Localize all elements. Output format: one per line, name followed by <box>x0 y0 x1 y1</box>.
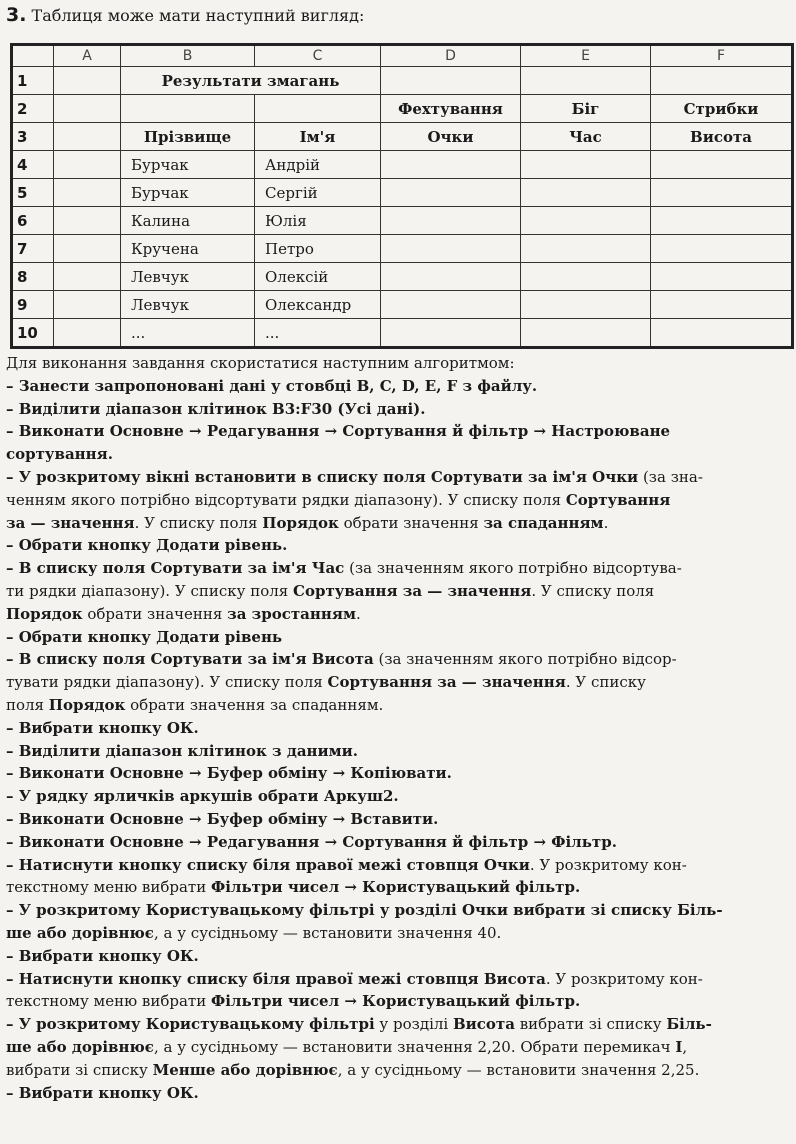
cell-e <box>521 263 651 291</box>
cell-a <box>54 67 121 95</box>
cell-a <box>54 291 121 319</box>
text-line <box>6 489 792 512</box>
text-segment: ше або дорівнює <box>6 923 154 942</box>
column-header <box>12 45 54 67</box>
text-segment: – Вибрати кнопку ОК. <box>6 718 199 737</box>
text-segment: Порядок <box>6 604 83 623</box>
text-segment: . У списку поля <box>531 581 655 600</box>
text-line <box>6 466 792 489</box>
cell-d <box>381 291 521 319</box>
text-segment: текстному меню вибрати <box>6 992 211 1011</box>
exercise-number: 3. <box>6 4 27 26</box>
name-cell: Юлія <box>255 207 381 235</box>
text-line <box>6 557 792 580</box>
text-segment: Сортувати за ім'я Очки <box>430 467 639 486</box>
row-number: 7 <box>12 235 54 263</box>
text-segment: Висота <box>452 1015 515 1034</box>
row-number: 4 <box>12 151 54 179</box>
row-number: 9 <box>12 291 54 319</box>
text-line <box>6 580 792 603</box>
text-segment: у розділі <box>374 1015 453 1034</box>
cell-a <box>54 207 121 235</box>
text-line <box>6 603 792 626</box>
text-segment: – Виконати Основне → Редагування → Сортування й фільтр → Фільтр. <box>6 832 617 851</box>
text-segment: , а у сусідньому — встановити значення 40. <box>153 923 502 942</box>
text-segment: – Виконати Основне → Буфер обміну → Копіювати. <box>6 764 452 783</box>
text-line <box>6 808 792 831</box>
cell-d <box>381 67 521 95</box>
text-segment: обрати значення <box>82 604 228 623</box>
cell-f <box>651 291 793 319</box>
cell-d <box>381 263 521 291</box>
name-cell: ... <box>255 319 381 348</box>
text-segment: Сортувати за ім'я Час <box>150 559 345 578</box>
surname-cell: Левчук <box>121 291 255 319</box>
table-row <box>12 235 793 263</box>
spreadsheet-table <box>10 43 794 349</box>
column-header: E <box>521 45 651 67</box>
text-segment: – Виділити діапазон клітинок з даними. <box>6 741 359 760</box>
table-row <box>12 291 793 319</box>
header-name: Ім'я <box>255 123 381 151</box>
header-points: Очки <box>381 123 521 151</box>
surname-cell: Бурчак <box>121 179 255 207</box>
row-number: 6 <box>12 207 54 235</box>
text-segment: – У розкритому вікні встановити в списку поля <box>6 467 431 486</box>
text-line <box>6 1082 792 1105</box>
column-header: D <box>381 45 521 67</box>
text-segment: – В списку поля <box>6 650 151 669</box>
text-segment: (за зна- <box>638 467 703 486</box>
text-segment: Сортування за — значення <box>293 581 532 600</box>
text-line <box>6 922 792 945</box>
text-line <box>6 1036 792 1059</box>
column-header: B <box>121 45 255 67</box>
cell-e <box>521 235 651 263</box>
cell-d <box>381 235 521 263</box>
text-segment: – Виділити діапазон клітинок B3:F30 (Усі дані). <box>6 399 426 418</box>
cell-a <box>54 263 121 291</box>
text-segment: – Обрати кнопку Додати рівень <box>6 627 283 646</box>
column-header-row <box>12 45 793 67</box>
row-number: 10 <box>12 319 54 348</box>
text-segment: вибрати зі списку <box>514 1015 667 1034</box>
cell-f <box>651 207 793 235</box>
text-segment: Сортування за — значення <box>327 673 566 692</box>
text-segment: Очки <box>483 855 530 874</box>
name-cell: Петро <box>255 235 381 263</box>
cell-a <box>54 179 121 207</box>
text-line <box>6 968 792 991</box>
text-segment: – Занести запропоновані дані у стовбці B, C, D, E, F з файлу. <box>6 376 538 395</box>
name-cell: Сергій <box>255 179 381 207</box>
table-row <box>12 207 793 235</box>
cell-e <box>521 179 651 207</box>
cell-f <box>651 263 793 291</box>
text-segment: , а у сусідньому — встановити значення 2,20. Обрати перемикач <box>153 1037 676 1056</box>
text-line <box>6 990 792 1013</box>
text-segment: ченням якого потрібно відсортувати рядки діапазону). У списку поля <box>6 490 566 509</box>
text-line <box>6 626 792 649</box>
text-segment: (за значенням якого потрібно відсор- <box>373 650 677 669</box>
text-segment: Фільтри чисел → Користувацький фільтр. <box>211 992 581 1011</box>
text-line <box>6 717 792 740</box>
text-segment: за спаданням <box>483 513 604 532</box>
name-cell: Андрій <box>255 151 381 179</box>
text-line <box>6 785 792 808</box>
text-segment: – У розкритому <box>6 1015 146 1034</box>
text-segment: обрати значення за спаданням. <box>125 695 384 714</box>
text-line <box>6 443 792 466</box>
cell-f <box>651 151 793 179</box>
text-segment: . У списку <box>565 673 646 692</box>
cell-d <box>381 207 521 235</box>
text-line <box>6 899 792 922</box>
row-number: 1 <box>12 67 54 95</box>
text-segment: Для виконання завдання скористатися наступним алгоритмом: <box>6 354 515 372</box>
text-segment: Сортування <box>565 490 671 509</box>
cell-b <box>121 95 255 123</box>
text-segment: Сортувати за ім'я Висота <box>150 650 374 669</box>
table-row <box>12 151 793 179</box>
text-line <box>6 1059 792 1082</box>
cell-a <box>54 95 121 123</box>
text-segment: . У розкритому кон- <box>529 855 687 874</box>
text-segment: . <box>355 604 361 623</box>
text-line <box>6 762 792 785</box>
text-segment: Біль- <box>666 1015 712 1034</box>
text-segment: – У рядку ярличків аркушів обрати Аркуш2. <box>6 787 399 806</box>
text-segment: за зростанням <box>227 604 356 623</box>
text-segment: Висота <box>483 969 546 988</box>
table-row <box>12 263 793 291</box>
text-segment: – У розкритому Користувацькому фільтрі у розділі Очки вибрати зі списку Біль- <box>6 901 723 920</box>
text-segment: (за значенням якого потрібно відсортува- <box>344 559 682 578</box>
cell-d <box>381 179 521 207</box>
table-title-cell: Результати змагань <box>121 67 381 95</box>
row-number: 3 <box>12 123 54 151</box>
table-row <box>12 179 793 207</box>
text-line <box>6 671 792 694</box>
text-line <box>6 831 792 854</box>
text-segment: – Виконати Основне → Буфер обміну → Вставити. <box>6 809 439 828</box>
table-row <box>12 95 793 123</box>
surname-cell: Кручена <box>121 235 255 263</box>
text-segment: Менше або дорівнює <box>152 1060 338 1079</box>
cell-f <box>651 319 793 348</box>
text-segment: Користувацькому фільтрі <box>145 1015 375 1034</box>
cell-f <box>651 179 793 207</box>
text-line <box>6 876 792 899</box>
surname-cell: Калина <box>121 207 255 235</box>
cell-e <box>521 291 651 319</box>
text-segment: ше або дорівнює <box>6 1037 154 1056</box>
text-segment: – Натиснути кнопку списку біля правої межі стовпця <box>6 969 484 988</box>
column-header: A <box>54 45 121 67</box>
row-number: 5 <box>12 179 54 207</box>
text-segment: – Вибрати кнопку ОК. <box>6 946 199 965</box>
header-running: Біг <box>521 95 651 123</box>
text-segment: , <box>682 1037 688 1056</box>
cell-c <box>255 95 381 123</box>
text-line <box>6 694 792 717</box>
text-line <box>6 420 792 443</box>
text-segment: за — значення <box>6 513 135 532</box>
text-line <box>6 375 792 398</box>
cell-f <box>651 235 793 263</box>
cell-d <box>381 319 521 348</box>
text-segment: Фільтри чисел → Користувацький фільтр. <box>211 878 581 897</box>
text-segment: обрати значення <box>338 513 484 532</box>
exercise-heading <box>6 4 364 27</box>
name-cell: Олексій <box>255 263 381 291</box>
text-segment: поля <box>6 695 49 714</box>
name-cell: Олександр <box>255 291 381 319</box>
text-segment: – Натиснути кнопку списку біля правої межі стовпця <box>6 855 484 874</box>
text-line <box>6 398 792 421</box>
cell-f <box>651 67 793 95</box>
text-segment: текстному меню вибрати <box>6 878 211 897</box>
text-line <box>6 648 792 671</box>
text-segment: . У розкритому кон- <box>545 969 703 988</box>
text-segment: . У списку поля <box>134 513 263 532</box>
text-line <box>6 352 792 375</box>
exercise-heading-text: Таблиця може мати наступний вигляд: <box>31 6 365 25</box>
text-segment: – Обрати кнопку Додати рівень. <box>6 536 288 555</box>
text-segment: , а у сусідньому — встановити значення 2,25. <box>337 1060 700 1079</box>
text-line <box>6 1013 792 1036</box>
text-line <box>6 740 792 763</box>
table-row <box>12 67 793 95</box>
table-row <box>12 319 793 348</box>
text-line <box>6 534 792 557</box>
row-number: 2 <box>12 95 54 123</box>
text-segment: – Виконати Основне → Редагування → Сортування й фільтр → Настроюване <box>6 422 671 441</box>
text-line <box>6 512 792 535</box>
cell-e <box>521 207 651 235</box>
row-number: 8 <box>12 263 54 291</box>
text-segment: . <box>603 513 609 532</box>
text-line <box>6 945 792 968</box>
text-segment: ти рядки діапазону). У списку поля <box>6 581 294 600</box>
cell-a <box>54 319 121 348</box>
text-segment: Порядок <box>262 513 339 532</box>
text-segment: Порядок <box>48 695 126 714</box>
surname-cell: Бурчак <box>121 151 255 179</box>
text-segment: сортування. <box>6 445 113 464</box>
cell-a <box>54 151 121 179</box>
text-segment: тувати рядки діапазону). У списку поля <box>6 673 328 692</box>
cell-a <box>54 123 121 151</box>
cell-a <box>54 235 121 263</box>
header-jumping: Стрибки <box>651 95 793 123</box>
cell-e <box>521 67 651 95</box>
text-line <box>6 854 792 877</box>
cell-e <box>521 319 651 348</box>
text-segment: – Вибрати кнопку ОК. <box>6 1083 199 1102</box>
header-fencing: Фехтування <box>381 95 521 123</box>
column-header: C <box>255 45 381 67</box>
header-height: Висота <box>651 123 793 151</box>
text-segment: І <box>675 1037 683 1056</box>
algorithm-text <box>6 352 792 1104</box>
header-time: Час <box>521 123 651 151</box>
column-header: F <box>651 45 793 67</box>
text-segment: вибрати зі списку <box>6 1060 153 1079</box>
cell-e <box>521 151 651 179</box>
table-row <box>12 123 793 151</box>
cell-d <box>381 151 521 179</box>
text-segment: – В списку поля <box>6 559 151 578</box>
surname-cell: Левчук <box>121 263 255 291</box>
header-surname: Прізвище <box>121 123 255 151</box>
surname-cell: ... <box>121 319 255 348</box>
